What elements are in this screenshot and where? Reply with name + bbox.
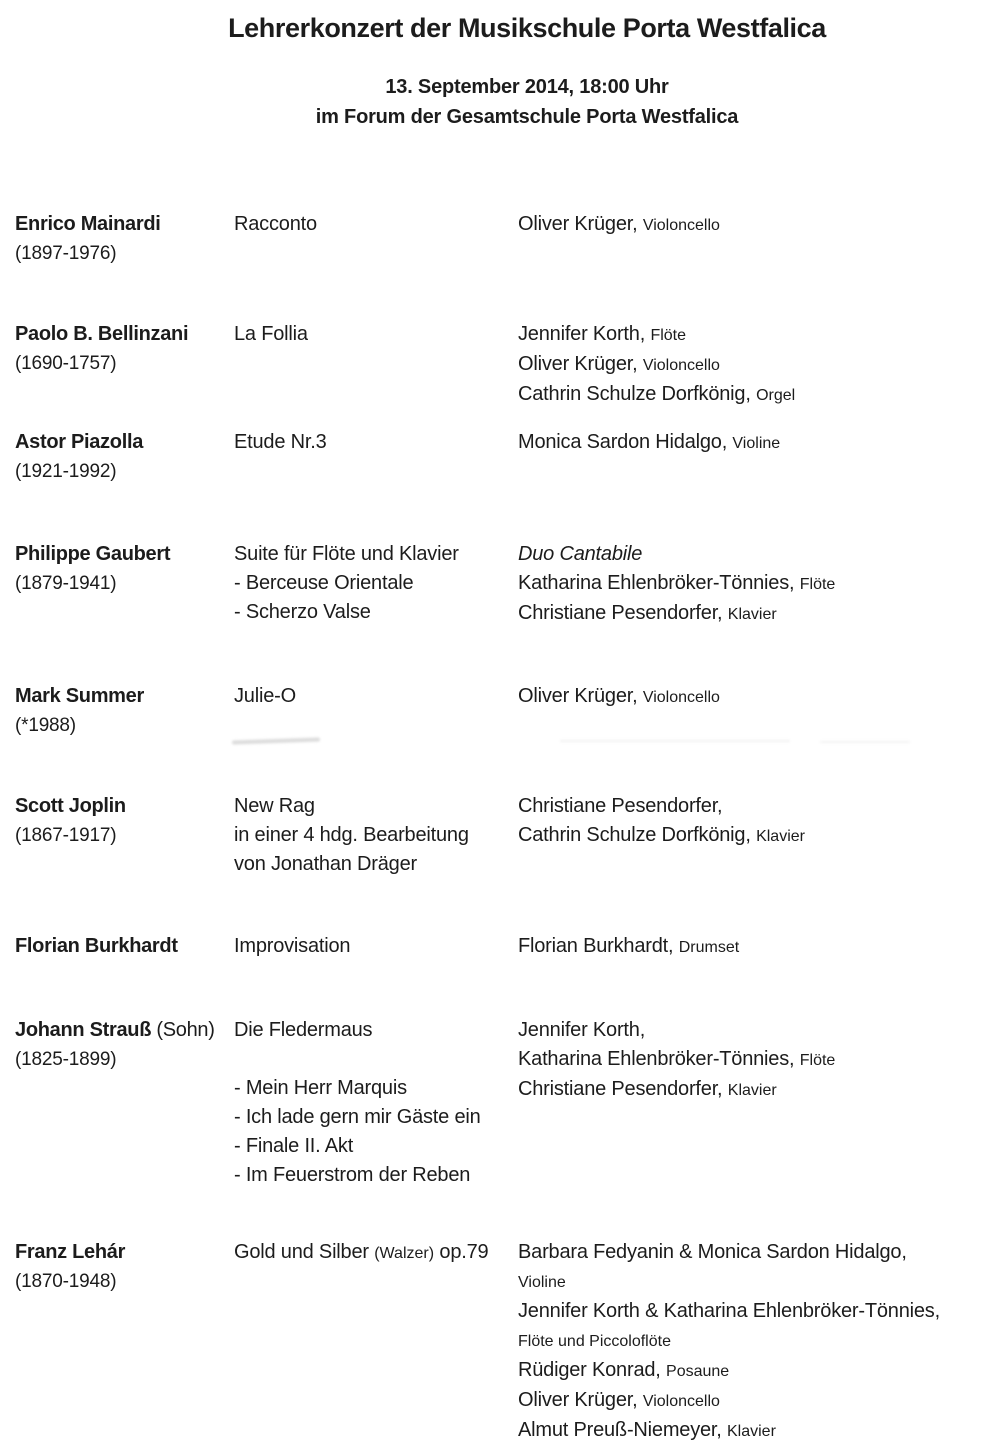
- composer-dates: (1825-1899): [15, 1049, 117, 1070]
- performer-line: [518, 1016, 993, 1045]
- instrument-label: Posaune: [666, 1363, 730, 1380]
- works-column: [234, 932, 524, 961]
- works-column: [234, 320, 524, 349]
- performer-line: [518, 1386, 993, 1416]
- work-title-text: - Berceuse Orientale: [234, 572, 414, 594]
- composer-column: [15, 210, 231, 268]
- performer-name-text: Cathrin Schulze Dorfkönig,: [518, 383, 757, 405]
- composer-name-text: Philippe Gaubert: [15, 543, 171, 565]
- performer-line: [518, 682, 993, 712]
- instrument-label: Drumset: [678, 939, 740, 956]
- work-title-text: Racconto: [234, 213, 317, 235]
- performers-column: [518, 932, 993, 962]
- composer-dates: (1867-1917): [15, 825, 117, 846]
- work-line: [234, 598, 524, 627]
- work-line: [234, 850, 524, 879]
- instrument-label: Violoncello: [642, 217, 720, 234]
- performer-name-text: Florian Burkhardt,: [518, 935, 679, 957]
- performer-line: [518, 792, 993, 821]
- performer-line: [518, 540, 993, 569]
- performer-name-text: Katharina Ehlenbröker-Tönnies,: [518, 1048, 800, 1070]
- performer-name-text: Monica Sardon Hidalgo,: [518, 431, 733, 453]
- work-title-text: Gold und Silber: [234, 1241, 375, 1263]
- performer-name-text: Jennifer Korth & Katharina Ehlenbröker-Tönnies,: [518, 1300, 940, 1322]
- work-line: [234, 932, 524, 961]
- works-column: [234, 792, 524, 879]
- instrument-label: Flöte: [650, 327, 687, 344]
- work-line: [234, 682, 524, 711]
- performer-line: [518, 1075, 993, 1105]
- composer-dates: (1879-1941): [15, 573, 117, 594]
- instrument-label: Orgel: [756, 387, 796, 404]
- instrument-label: Violoncello: [642, 357, 720, 374]
- composer-name: [15, 1238, 231, 1267]
- program-title: Lehrerkonzert der Musikschule Porta Westfalica: [228, 13, 826, 43]
- performer-name-text: Almut Preuß-Niemeyer,: [518, 1419, 727, 1440]
- work-line: [234, 1238, 524, 1268]
- performers-column: [518, 320, 993, 410]
- performer-name-text: Christiane Pesendorfer,: [518, 795, 723, 817]
- composer-suffix: (Sohn): [151, 1019, 215, 1041]
- performers-column: [518, 210, 993, 240]
- work-line: [234, 210, 524, 239]
- composer-name: [15, 210, 231, 239]
- program-venue: im Forum der Gesamtschule Porta Westfalica: [315, 106, 739, 128]
- program-datetime: 13. September 2014, 18:00 Uhr: [385, 76, 669, 98]
- performer-line: [518, 1356, 993, 1386]
- composer-name: [15, 540, 231, 569]
- composer-name-text: Astor Piazolla: [15, 431, 144, 453]
- performer-name-text: Oliver Krüger,: [518, 685, 643, 707]
- performer-name-text: Oliver Krüger,: [518, 353, 643, 375]
- works-column: [234, 682, 524, 711]
- work-title-text: La Follia: [234, 323, 308, 345]
- composer-column: [15, 792, 231, 850]
- performer-line: [518, 1297, 993, 1326]
- performers-column: [518, 428, 993, 458]
- performer-line: [518, 350, 993, 380]
- performer-name-text: Barbara Fedyanin & Monica Sardon Hidalgo,: [518, 1241, 907, 1263]
- performer-line: [518, 1045, 993, 1075]
- instrument-label: Flöte: [799, 576, 836, 593]
- composer-column: [15, 428, 231, 486]
- work-title-text: - Finale II. Akt: [234, 1135, 354, 1157]
- composer-name-text: Enrico Mainardi: [15, 213, 161, 235]
- performer-line: [518, 569, 993, 599]
- composer-name: [15, 932, 231, 961]
- work-title-text: - Ich lade gern mir Gäste ein: [234, 1106, 481, 1128]
- instrument-label: Klavier: [727, 1082, 777, 1099]
- work-line: [234, 1161, 524, 1190]
- work-title-text: Improvisation: [234, 935, 351, 957]
- performer-line: [518, 932, 993, 962]
- performers-column: [518, 682, 993, 712]
- performer-line: [518, 599, 993, 629]
- composer-column: [15, 932, 231, 961]
- scan-smudge-artifact: [232, 737, 320, 744]
- composer-name: [15, 428, 231, 457]
- composer-dates: (1921-1992): [15, 461, 117, 482]
- composer-name-text: Scott Joplin: [15, 795, 126, 817]
- performer-name-text: Jennifer Korth,: [518, 1019, 646, 1041]
- performers-column: [518, 1016, 993, 1105]
- composer-name: [15, 792, 231, 821]
- scan-smudge-artifact: [560, 740, 790, 742]
- composer-name-text: Johann Strauß: [15, 1019, 152, 1041]
- composer-dates: (1870-1948): [15, 1271, 117, 1292]
- performer-line: [518, 1267, 993, 1297]
- performer-line: [518, 1238, 993, 1267]
- work-title-text: - Mein Herr Marquis: [234, 1077, 407, 1099]
- work-line: [234, 428, 524, 457]
- work-title-text: Etude Nr.3: [234, 431, 327, 453]
- performer-line: [518, 320, 993, 350]
- performer-name-text: Oliver Krüger,: [518, 1389, 643, 1411]
- instrument-label: (Walzer): [374, 1245, 435, 1262]
- performers-column: [518, 540, 993, 629]
- work-line: [234, 540, 524, 569]
- performer-name-text: Cathrin Schulze Dorfkönig,: [518, 824, 757, 846]
- composer-dates: (1897-1976): [15, 243, 117, 264]
- performer-line: [518, 428, 993, 458]
- performer-line: [518, 1326, 993, 1356]
- performer-line: [518, 210, 993, 240]
- composer-name-text: Paolo B. Bellinzani: [15, 323, 189, 345]
- work-line: [234, 1045, 524, 1074]
- work-title-text: von Jonathan Dräger: [234, 853, 417, 875]
- performer-name-text: Rüdiger Konrad,: [518, 1359, 667, 1381]
- works-column: [234, 1238, 524, 1268]
- composer-name: [15, 682, 231, 711]
- work-title-text: Die Fledermaus: [234, 1019, 373, 1041]
- performer-name-text: Katharina Ehlenbröker-Tönnies,: [518, 572, 800, 594]
- instrument-label: Violine: [518, 1274, 566, 1291]
- composer-column: [15, 1016, 231, 1074]
- works-column: [234, 428, 524, 457]
- composer-name: [15, 1016, 231, 1045]
- performer-line: [518, 380, 993, 410]
- work-line: [234, 1016, 524, 1045]
- composer-dates: (*1988): [15, 715, 76, 736]
- work-title-text: - Im Feuerstrom der Reben: [234, 1164, 471, 1186]
- work-line: [234, 320, 524, 349]
- instrument-label: Violoncello: [642, 689, 720, 706]
- composer-name-text: Florian Burkhardt: [15, 935, 178, 957]
- work-title-text: - Scherzo Valse: [234, 601, 371, 623]
- works-column: [234, 540, 524, 627]
- composer-name-text: Franz Lehár: [15, 1241, 126, 1263]
- composer-name: [15, 320, 231, 349]
- performer-line: [518, 821, 993, 851]
- composer-column: [15, 1238, 231, 1296]
- work-title-text: Julie-O: [234, 685, 296, 707]
- instrument-label: Violine: [732, 435, 781, 452]
- work-title-text: New Rag: [234, 795, 315, 817]
- instrument-label: Klavier: [727, 606, 777, 623]
- work-line: [234, 1103, 524, 1132]
- instrument-label: Flöte und Piccoloflöte: [518, 1333, 671, 1350]
- performers-column: [518, 1238, 993, 1440]
- work-line: [234, 569, 524, 598]
- ensemble-name: Duo Cantabile: [518, 543, 643, 565]
- work-line: [234, 821, 524, 850]
- performer-name-text: Christiane Pesendorfer,: [518, 1078, 728, 1100]
- instrument-label: Klavier: [727, 1423, 776, 1440]
- work-line: [234, 1074, 524, 1103]
- performer-name-text: Christiane Pesendorfer,: [518, 602, 728, 624]
- composer-column: [15, 682, 231, 740]
- composer-column: [15, 320, 231, 378]
- work-title-text: in einer 4 hdg. Bearbeitung: [234, 824, 469, 846]
- instrument-label: Violoncello: [642, 1393, 720, 1410]
- composer-dates: (1690-1757): [15, 353, 117, 374]
- performer-line: [518, 1416, 993, 1440]
- work-title-text: op.79: [434, 1241, 489, 1263]
- works-column: [234, 210, 524, 239]
- scan-smudge-artifact: [820, 741, 910, 743]
- composer-name-text: Mark Summer: [15, 685, 144, 707]
- instrument-label: Klavier: [756, 828, 805, 845]
- work-title-text: Suite für Flöte und Klavier: [234, 543, 459, 565]
- performers-column: [518, 792, 993, 851]
- work-line: [234, 792, 524, 821]
- composer-column: [15, 540, 231, 598]
- performer-name-text: Jennifer Korth,: [518, 323, 651, 345]
- work-line: [234, 1132, 524, 1161]
- instrument-label: Flöte: [799, 1052, 836, 1069]
- works-column: [234, 1016, 524, 1190]
- performer-name-text: Oliver Krüger,: [518, 213, 643, 235]
